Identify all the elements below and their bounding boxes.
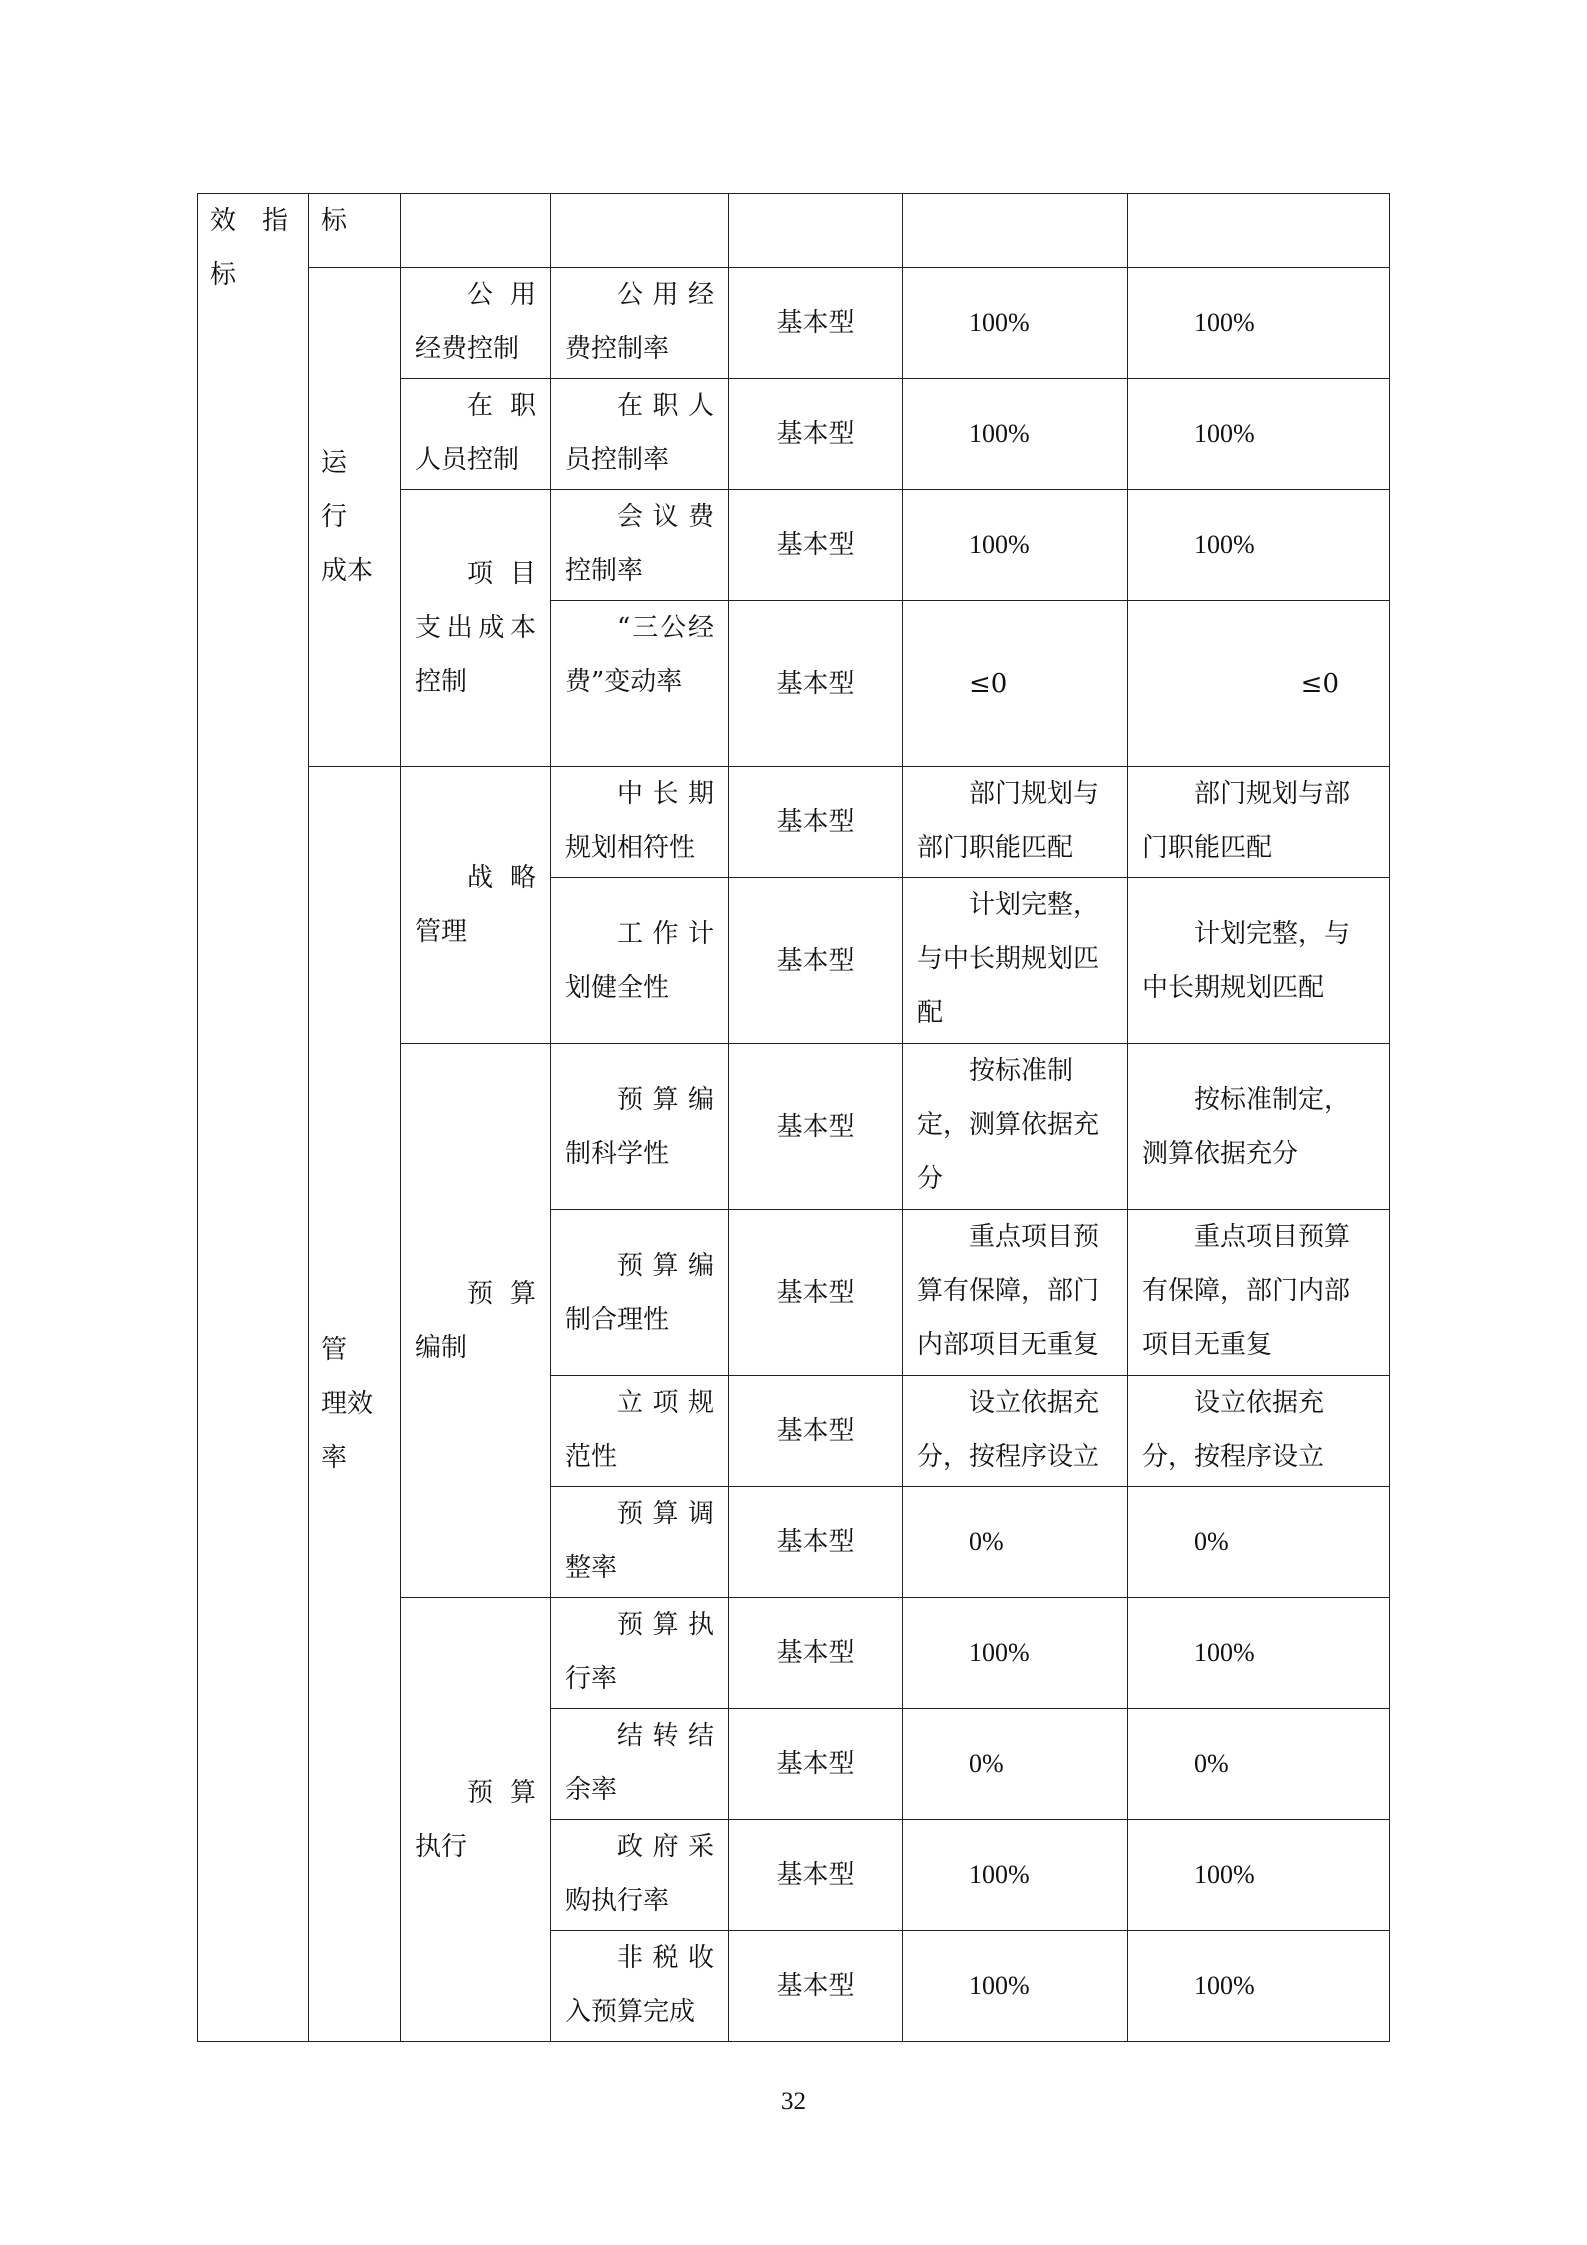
page-number: 32 — [781, 2088, 806, 2115]
value-target: 按标准制定，测算依据充分 — [917, 1056, 1100, 1194]
indicator-level4: 预算执行率 — [565, 1610, 714, 1694]
empty-cell — [729, 194, 903, 268]
level2-header-cell: 标 — [309, 194, 401, 268]
indicator-type: 基本型 — [729, 1820, 903, 1931]
value-actual: 0% — [1128, 1709, 1390, 1820]
indicator-level4: 中长期规划相符性 — [565, 779, 714, 863]
indicator-level4: 会议费控制率 — [565, 502, 714, 586]
indicator-level4: 预算编制科学性 — [565, 1084, 714, 1169]
indicator-type: 基本型 — [729, 1487, 903, 1598]
indicator-type: 基本型 — [729, 767, 903, 878]
value-actual: 0% — [1128, 1487, 1390, 1598]
indicator-level4: 立项规范性 — [565, 1388, 714, 1472]
value-actual: 100% — [1128, 1931, 1390, 2042]
group-management-efficiency — [309, 767, 401, 2042]
indicator-level3: 预算编制 — [415, 1278, 536, 1363]
indicator-type: 基本型 — [729, 601, 903, 767]
indicator-type: 基本型 — [729, 878, 903, 1044]
empty-cell — [401, 194, 551, 268]
indicator-type: 基本型 — [729, 490, 903, 601]
value-actual: 100% — [1128, 268, 1390, 379]
value-actual: 100% — [1128, 490, 1390, 601]
indicator-level4: 在职人员控制率 — [565, 391, 714, 475]
indicator-level4: 结转结余率 — [565, 1721, 714, 1805]
group-operating-cost — [309, 268, 401, 767]
indicator-level4: 公用经费控制率 — [565, 280, 714, 364]
value-actual: 重点项目预算有保障，部门内部项目无重复 — [1142, 1222, 1351, 1360]
value-target: 100% — [903, 1931, 1128, 2042]
indicator-level3: 项目支出成本控制 — [415, 559, 536, 697]
indicator-table — [197, 193, 1390, 2042]
value-actual: ≤0 — [1128, 601, 1390, 767]
group-label: 管 理效率 — [321, 1335, 374, 1473]
indicator-level4: 非税收入预算完成 — [565, 1943, 714, 2027]
value-actual: 100% — [1128, 379, 1390, 490]
indicator-type: 基本型 — [729, 1376, 903, 1487]
level1-category-cell: 效 指标 — [198, 194, 309, 2042]
indicator-level4: “三公经费”变动率 — [565, 613, 714, 697]
value-target: 0% — [903, 1487, 1128, 1598]
value-target: 100% — [903, 1598, 1128, 1709]
value-target: 设立依据充分，按程序设立 — [917, 1388, 1100, 1472]
indicator-level4: 工作计划健全性 — [565, 918, 714, 1003]
value-target: 100% — [903, 379, 1128, 490]
empty-cell — [903, 194, 1128, 268]
indicator-type: 基本型 — [729, 379, 903, 490]
indicator-type: 基本型 — [729, 1210, 903, 1376]
value-actual: 设立依据充分，按程序设立 — [1142, 1388, 1325, 1472]
indicator-level4: 预算调整率 — [565, 1499, 714, 1583]
indicator-level3: 在职人员控制 — [415, 391, 536, 475]
indicator-level4: 政府采购执行率 — [565, 1832, 714, 1916]
indicator-level4: 预算编制合理性 — [565, 1250, 714, 1335]
value-target: 部门规划与部门职能匹配 — [917, 779, 1100, 863]
indicator-level3: 预算执行 — [415, 1777, 536, 1862]
value-target: 重点项目预算有保障，部门内部项目无重复 — [917, 1222, 1100, 1360]
indicator-type: 基本型 — [729, 1044, 903, 1210]
value-actual: 部门规划与部门职能匹配 — [1142, 779, 1351, 863]
value-target: 0% — [903, 1709, 1128, 1820]
indicator-type: 基本型 — [729, 1598, 903, 1709]
value-target: 100% — [903, 1820, 1128, 1931]
value-target: 计划完整，与中长期规划匹配 — [917, 890, 1100, 1028]
value-actual: 计划完整，与中长期规划匹配 — [1142, 918, 1351, 1003]
value-actual: 100% — [1128, 1820, 1390, 1931]
indicator-type: 基本型 — [729, 1709, 903, 1820]
indicator-level3: 公用经费控制 — [415, 280, 536, 364]
empty-cell — [551, 194, 729, 268]
value-target: 100% — [903, 490, 1128, 601]
indicator-type: 基本型 — [729, 1931, 903, 2042]
value-actual: 按标准制定，测算依据充分 — [1142, 1084, 1351, 1169]
value-target: ≤0 — [903, 601, 1128, 767]
empty-cell — [1128, 194, 1390, 268]
value-target: 100% — [903, 268, 1128, 379]
group-label: 运 行 成本 — [321, 448, 374, 586]
indicator-type: 基本型 — [729, 268, 903, 379]
indicator-level3: 战略管理 — [415, 863, 536, 947]
value-actual: 100% — [1128, 1598, 1390, 1709]
